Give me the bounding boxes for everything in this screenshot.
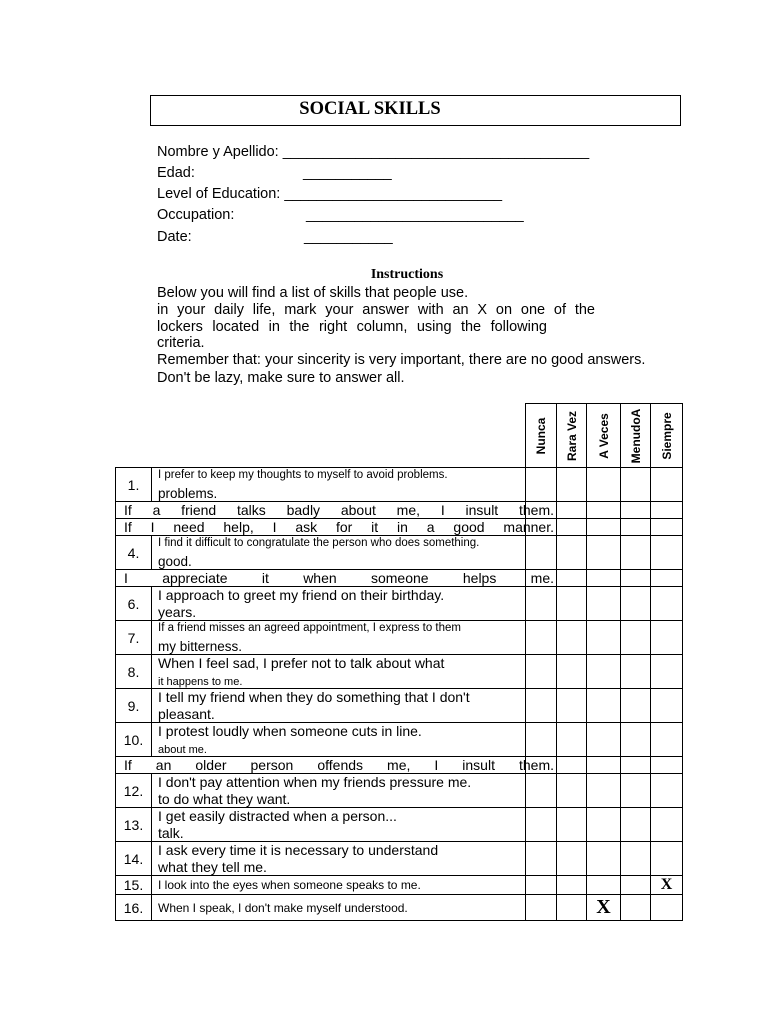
question-lead-word: If (124, 502, 132, 518)
row-number: 4. (116, 536, 152, 570)
answer-box[interactable] (651, 842, 683, 876)
answer-box[interactable] (621, 723, 651, 757)
answer-box[interactable] (621, 468, 651, 502)
table-row (116, 519, 683, 536)
instructions-heading: Instructions (370, 267, 444, 282)
answer-mark: X (596, 896, 611, 918)
education-input-line[interactable]: ___________________________ (284, 186, 503, 202)
answer-box[interactable] (651, 536, 683, 570)
question-cell (152, 655, 526, 689)
answer-box[interactable] (557, 519, 587, 536)
answer-box[interactable] (557, 587, 587, 621)
age-label: Edad: (157, 165, 195, 181)
answer-box[interactable] (587, 570, 621, 587)
instruction-line: Remember that: your sincerity is very important, there are no good answers. (157, 352, 646, 368)
answer-box[interactable] (587, 587, 621, 621)
occupation-label: Occupation: (157, 207, 235, 223)
answer-box[interactable] (526, 774, 557, 808)
question-text-line1: I find it difficult to congratulate the person who does something. (158, 537, 480, 549)
table-row (116, 468, 683, 502)
answer-box[interactable] (557, 502, 587, 519)
question-cell (152, 876, 526, 895)
table-row (116, 895, 683, 921)
question-lead-word: If (124, 757, 132, 773)
answer-box[interactable] (621, 570, 651, 587)
answer-box[interactable] (621, 876, 651, 895)
question-text-line2: what they tell me. (158, 859, 267, 875)
answer-box[interactable] (621, 519, 651, 536)
question-text-line1: If a friend misses an agreed appointment, I express to them (158, 622, 461, 634)
answer-box[interactable] (557, 536, 587, 570)
answer-box[interactable] (526, 587, 557, 621)
question-cell (152, 536, 526, 570)
answer-box[interactable] (557, 570, 587, 587)
answer-box[interactable] (557, 895, 587, 921)
table-row (116, 536, 683, 570)
instruction-line: Don't be lazy, make sure to answer all. (157, 370, 405, 386)
question-rest: I need help, I ask for it in a good manner. (150, 519, 555, 535)
answer-box[interactable] (621, 895, 651, 921)
question-cell (152, 842, 526, 876)
name-field (157, 144, 589, 160)
education-label: Level of Education: (157, 186, 281, 202)
question-text (124, 570, 554, 586)
column-header (651, 404, 683, 468)
row-number: 15. (116, 876, 152, 895)
occupation-field (157, 207, 524, 223)
answer-box[interactable] (651, 570, 683, 587)
skills-table (115, 403, 683, 921)
row-number: 7. (116, 621, 152, 655)
table-row (116, 689, 683, 723)
answer-box[interactable] (621, 757, 651, 774)
question-cell (116, 570, 554, 587)
education-field (157, 186, 502, 202)
question-cell (152, 468, 526, 502)
name-input-line[interactable]: ______________________________________ (282, 144, 590, 160)
question-text-line2: talk. (158, 825, 184, 841)
answer-box[interactable] (557, 774, 587, 808)
answer-box[interactable] (526, 723, 557, 757)
instruction-line: Below you will find a list of skills that people use. (157, 285, 469, 301)
answer-box[interactable] (651, 655, 683, 689)
question-text-line2: good. (158, 554, 192, 569)
answer-box[interactable] (587, 519, 621, 536)
answer-box[interactable] (526, 842, 557, 876)
answer-box[interactable] (557, 876, 587, 895)
question-text-line2: to do what they want. (158, 791, 291, 807)
answer-box[interactable] (526, 621, 557, 655)
answer-box[interactable] (557, 621, 587, 655)
answer-box[interactable] (557, 468, 587, 502)
instruction-line: lockers located in the right column, using the following (157, 319, 547, 335)
question-text-line2: pleasant. (158, 706, 215, 722)
table-row (116, 774, 683, 808)
answer-box[interactable] (621, 774, 651, 808)
row-number: 14. (116, 842, 152, 876)
table-row (116, 502, 683, 519)
row-number: 10. (116, 723, 152, 757)
answer-box[interactable] (587, 621, 621, 655)
instruction-line: in your daily life, mark your answer with an X on one of the (157, 302, 595, 318)
question-cell (152, 774, 526, 808)
answer-box[interactable] (557, 808, 587, 842)
question-text-line1: I get easily distracted when a person... (158, 808, 397, 824)
question-text: When I speak, I don't make myself understood. (158, 900, 408, 915)
column-header (621, 404, 651, 468)
table-row (116, 621, 683, 655)
column-header (557, 404, 587, 468)
column-header-label: MenudoA (628, 408, 643, 463)
answer-box[interactable] (651, 723, 683, 757)
answer-box[interactable] (621, 808, 651, 842)
row-number: 16. (116, 895, 152, 921)
question-text-line1: When I feel sad, I prefer not to talk about what (158, 655, 445, 671)
answer-box[interactable] (557, 757, 587, 774)
answer-box[interactable] (587, 655, 621, 689)
answer-box[interactable] (587, 808, 621, 842)
answer-box[interactable] (557, 723, 587, 757)
table-row (116, 842, 683, 876)
column-header-label: A Veces (596, 412, 611, 459)
answer-box[interactable] (651, 587, 683, 621)
row-number: 12. (116, 774, 152, 808)
answer-box[interactable] (587, 689, 621, 723)
answer-box[interactable] (526, 468, 557, 502)
answer-box[interactable] (651, 774, 683, 808)
table-row (116, 587, 683, 621)
question-rest: an older person offends me, I insult them. (155, 757, 554, 773)
column-header-label: Siempre (659, 411, 674, 460)
row-number: 9. (116, 689, 152, 723)
date-field (157, 229, 393, 245)
question-text-line1: I don't pay attention when my friends pressure me. (158, 774, 472, 790)
question-lead-word: I (124, 570, 128, 586)
question-text (124, 502, 554, 518)
question-text-line1: I ask every time it is necessary to understand (158, 842, 439, 858)
answer-box[interactable] (557, 655, 587, 689)
answer-box[interactable] (587, 723, 621, 757)
question-cell (116, 757, 554, 774)
answer-box[interactable] (526, 536, 557, 570)
question-cell (152, 808, 526, 842)
answer-box[interactable] (621, 621, 651, 655)
question-cell (116, 502, 555, 519)
table-row (116, 808, 683, 842)
answer-box[interactable] (621, 655, 651, 689)
answer-box[interactable] (621, 502, 651, 519)
question-text: I look into the eyes when someone speaks to me. (158, 878, 421, 892)
answer-box[interactable] (621, 587, 651, 621)
answer-mark: X (660, 876, 673, 893)
page-title: SOCIAL SKILLS (299, 99, 441, 119)
question-cell (116, 519, 555, 536)
question-text-line2: my bitterness. (158, 639, 243, 654)
table-row (116, 757, 683, 774)
table-row (116, 876, 683, 895)
question-text (124, 757, 554, 773)
answer-box[interactable] (621, 536, 651, 570)
answer-box[interactable] (526, 689, 557, 723)
row-number: 13. (116, 808, 152, 842)
instruction-line: criteria. (157, 335, 205, 351)
question-text-line2: about me. (158, 744, 207, 756)
question-cell (152, 723, 526, 757)
table-row (116, 655, 683, 689)
table-row (116, 570, 683, 587)
answer-box[interactable] (651, 621, 683, 655)
question-cell (152, 689, 526, 723)
occupation-input-line[interactable]: ___________________________ (306, 207, 524, 223)
question-text-line1: I prefer to keep my thoughts to myself to avoid problems. (158, 469, 448, 481)
answer-box[interactable] (587, 468, 621, 502)
answer-box[interactable] (651, 519, 683, 536)
answer-box[interactable] (651, 757, 683, 774)
name-label: Nombre y Apellido: (157, 144, 279, 160)
answer-box[interactable] (621, 842, 651, 876)
table-row (116, 723, 683, 757)
question-text-line2: problems. (158, 486, 218, 501)
answer-box[interactable] (526, 655, 557, 689)
answer-box[interactable] (587, 502, 621, 519)
question-text (124, 519, 554, 535)
answer-box[interactable] (651, 808, 683, 842)
question-cell (152, 895, 526, 921)
answer-box[interactable] (526, 876, 557, 895)
column-header (587, 404, 621, 468)
question-rest: a friend talks badly about me, I insult them. (152, 502, 555, 518)
answer-box[interactable] (526, 808, 557, 842)
answer-box[interactable] (587, 536, 621, 570)
question-text-line1: I tell my friend when they do something that I don't (158, 689, 470, 705)
row-number: 8. (116, 655, 152, 689)
row-number: 6. (116, 587, 152, 621)
question-cell (152, 587, 526, 621)
question-text-line1: I approach to greet my friend on their birthday. (158, 587, 445, 603)
date-input-line[interactable]: ___________ (304, 229, 393, 245)
answer-box[interactable] (587, 895, 621, 921)
column-header-label: Rara Vez (564, 410, 579, 461)
answer-box[interactable] (587, 876, 621, 895)
age-field (157, 165, 392, 181)
table-header-row (116, 404, 683, 468)
column-header-label: Nunca (534, 417, 548, 454)
answer-box[interactable] (557, 842, 587, 876)
answer-box[interactable] (651, 689, 683, 723)
question-text-line2: it happens to me. (158, 676, 243, 688)
date-label: Date: (157, 229, 192, 245)
answer-box[interactable] (557, 689, 587, 723)
row-number: 1. (116, 468, 152, 502)
question-rest: appreciate it when someone helps me. (162, 570, 554, 586)
answer-box[interactable] (587, 757, 621, 774)
answer-box[interactable] (587, 774, 621, 808)
answer-box[interactable] (651, 468, 683, 502)
answer-box[interactable] (587, 842, 621, 876)
question-text-line2: years. (158, 604, 197, 620)
answer-box[interactable] (651, 502, 683, 519)
question-text-line1: I protest loudly when someone cuts in line. (158, 723, 422, 739)
question-cell (152, 621, 526, 655)
answer-box[interactable] (651, 876, 683, 895)
column-header (526, 404, 557, 468)
age-input-line[interactable]: ___________ (303, 165, 392, 181)
question-lead-word: If (124, 519, 132, 535)
answer-box[interactable] (651, 895, 683, 921)
answer-box[interactable] (526, 895, 557, 921)
answer-box[interactable] (621, 689, 651, 723)
